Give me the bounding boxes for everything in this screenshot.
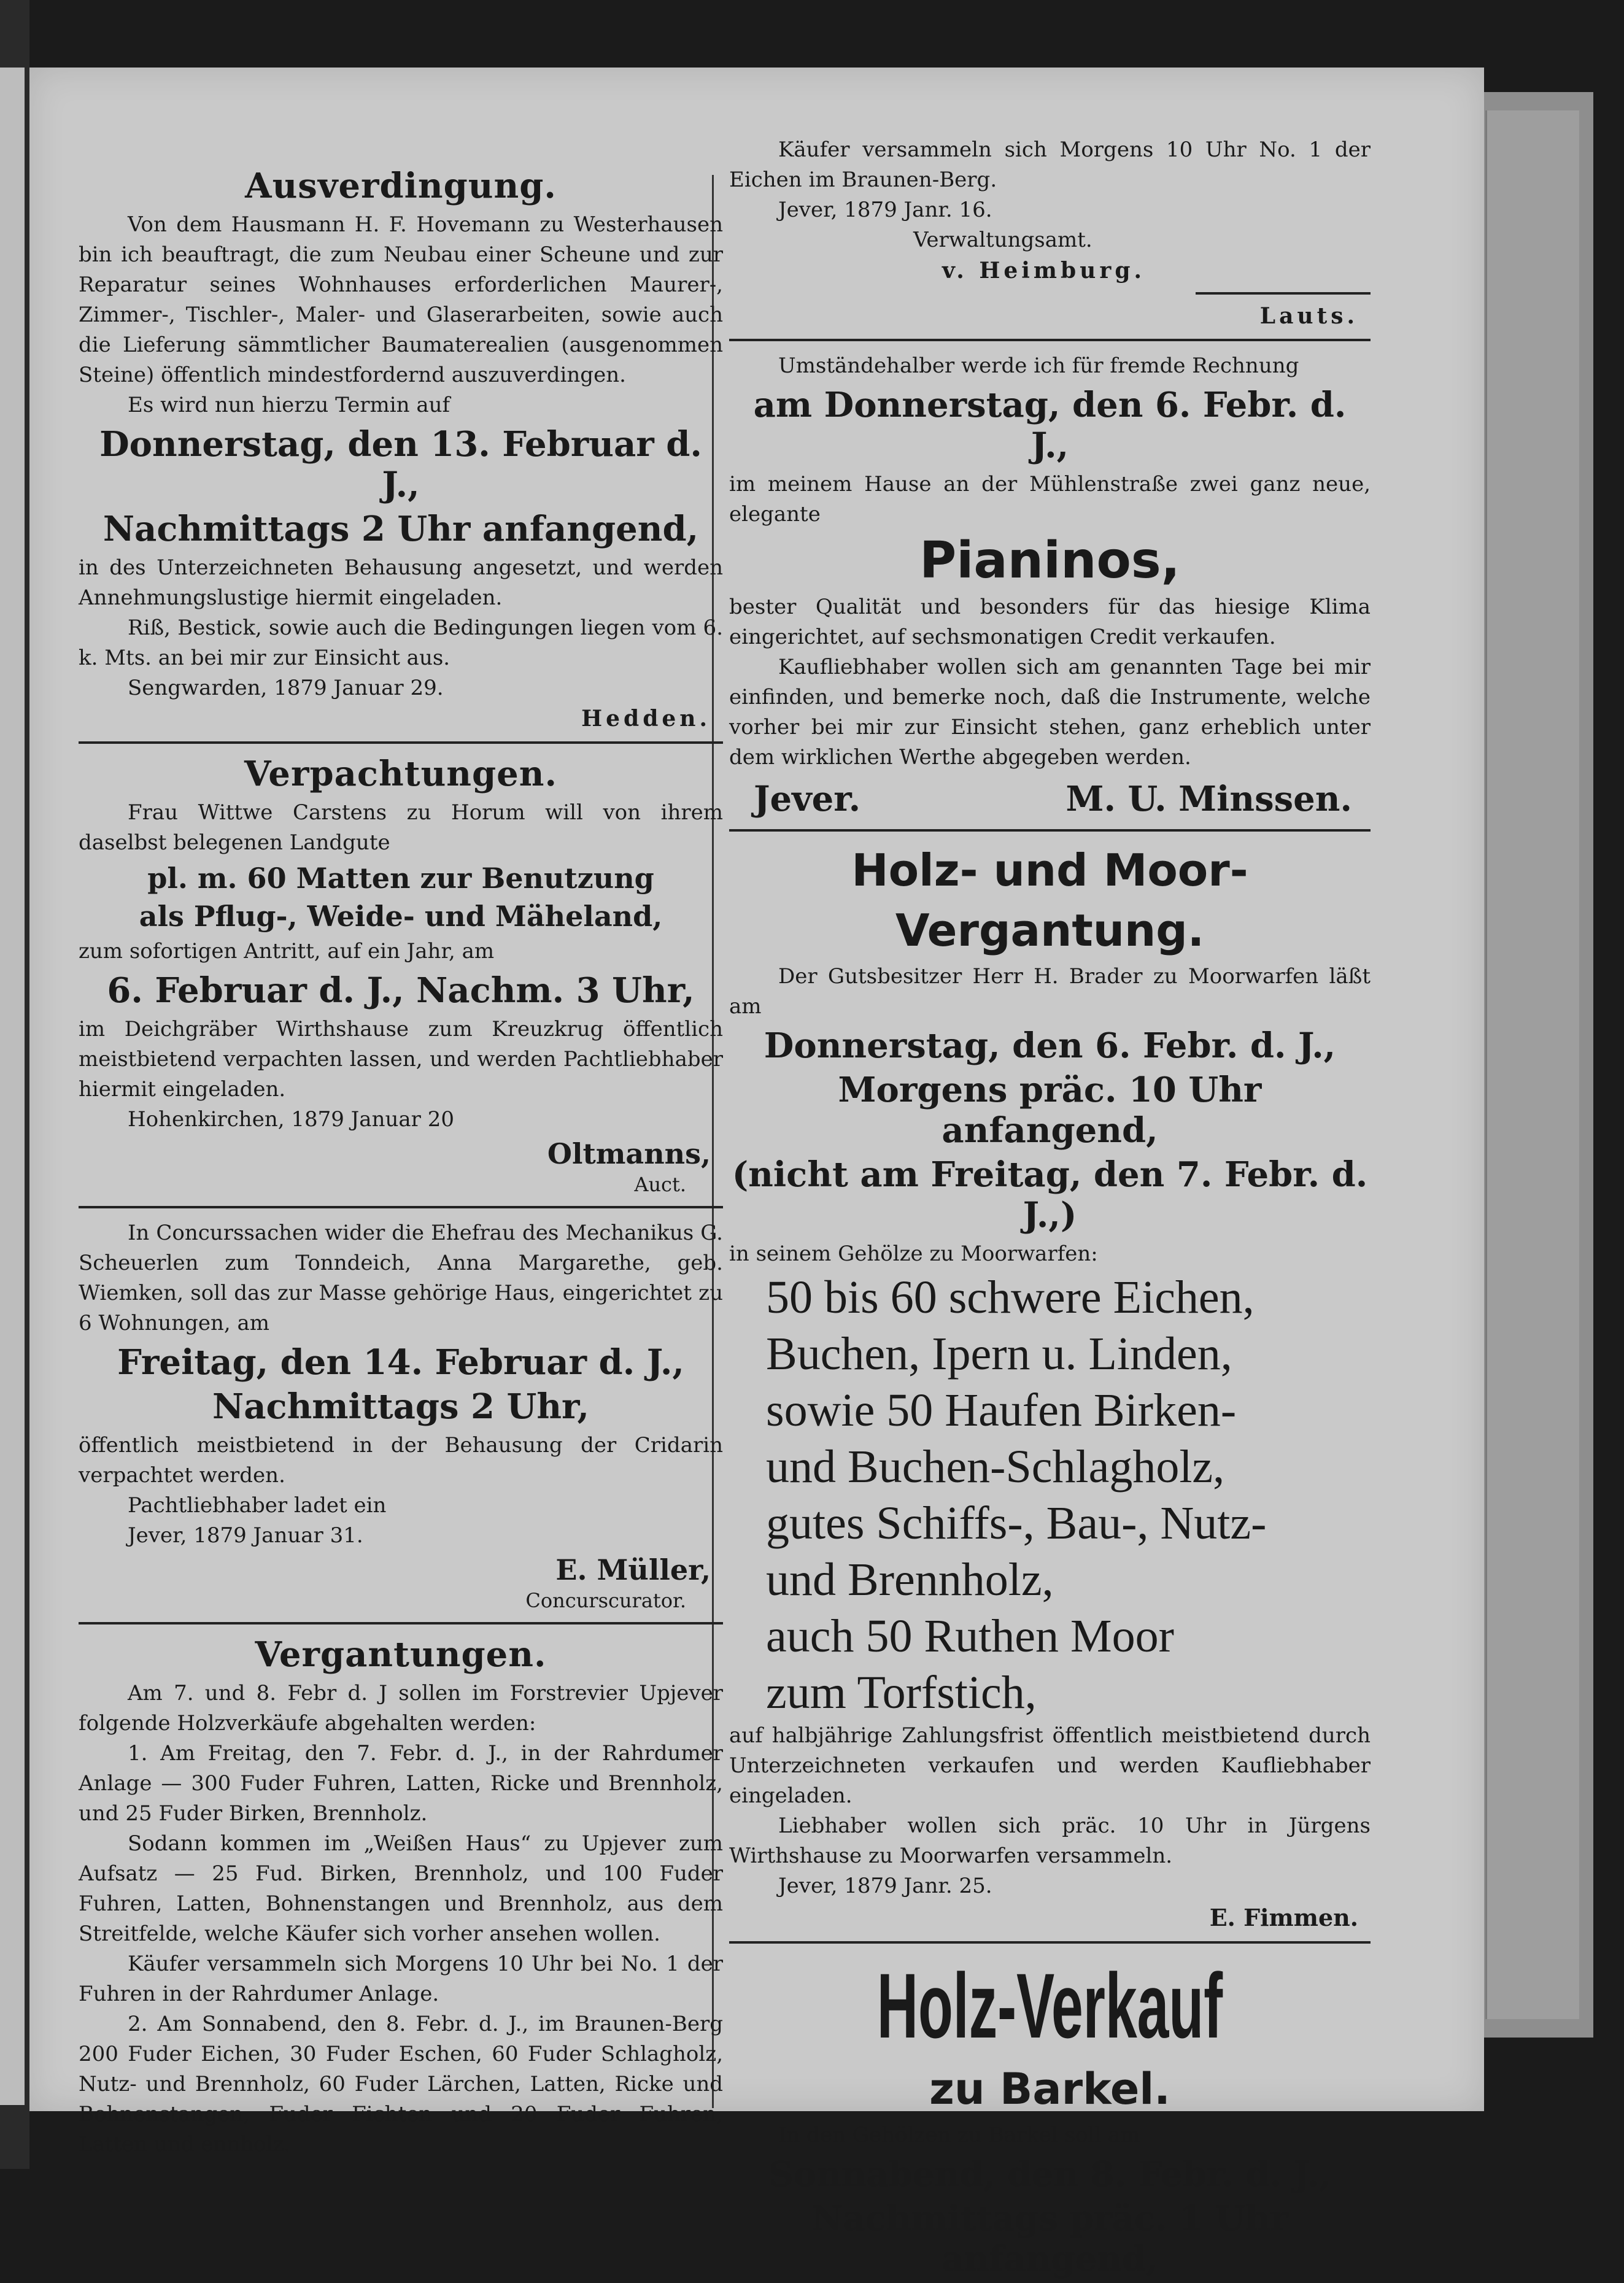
ad-headline: Pianinos, bbox=[919, 531, 1180, 590]
ad-text: Liebhaber wollen sich präc. 10 Uhr in Jürgens Wirthshause zu Moorwarfen versammeln. bbox=[729, 1814, 1371, 1868]
ad-dateline: Sengwarden, 1879 Januar 29. bbox=[128, 676, 444, 700]
ad-text: Am 7. und 8. Febr d. J sollen im Forstrevier Upjever folgende Holzverkäufe abgehalten werden: bbox=[79, 1681, 723, 1736]
ad-separator bbox=[729, 1941, 1371, 1944]
ad-separator bbox=[79, 1622, 723, 1624]
ad-item-line: gutes Schiffs-, Bau-, Nutz- bbox=[766, 1497, 1267, 1549]
ad-date-line: am Donnerstag, den 6. Febr. d. J., bbox=[753, 385, 1347, 466]
ad-headline: Holz-Verkauf bbox=[876, 1954, 1223, 2057]
ad-time-line: Nachmittags 2 Uhr, bbox=[212, 1386, 589, 1427]
ad-ausverdingung bbox=[79, 166, 723, 732]
ad-signature: Oltmanns, bbox=[547, 1137, 711, 1170]
ad-text: Der Gutsbesitzer Herr H. Brader zu Moorwarfen läßt am bbox=[729, 964, 1371, 1019]
ad-text: Kaufliebhaber wollen sich am genannten Tage bei mir einfinden, und bemerke noch, daß die Instrumente, welche vorher bei mir zur Einsicht stehen, ganz erheblich unter dem wirklichen Werthe abgegeben werden. bbox=[729, 655, 1371, 770]
ad-text: In Concurssachen wider die Ehefrau des Mechanikus G. Scheuerlen zum Tonndeich, Anna Margarethe, geb. Wiemken, soll das zur Masse gehörige Haus, eingerichtet zu 6 Wohnungen, am bbox=[79, 1221, 723, 1335]
ad-text: 1. Am Freitag, den 7. Febr. d. J., in der Rahrdumer Anlage — 300 Fuder Fuhren, Latten, Ricke und Brennholz, und 25 Fuder Birken, Brennholz. bbox=[79, 1741, 723, 1826]
ad-date-line: Donnerstag, den 13. Februar d. J., bbox=[99, 424, 702, 505]
ad-text: zum sofortigen Antritt, auf ein Jahr, am bbox=[79, 939, 495, 964]
ad-holz-verkauf bbox=[729, 1953, 1371, 2279]
ad-organization: Verwaltungsamt. bbox=[913, 228, 1092, 252]
ad-concurs bbox=[79, 1218, 723, 1612]
ad-text: Umständehalber werde ich für fremde Rechnung bbox=[778, 353, 1299, 378]
ad-short-rule bbox=[1196, 292, 1371, 295]
ad-text: Von dem Hausmann H. F. Hovemann zu Westerhausen bin ich beauftragt, die zum Neubau einer Scheune und zur Reparatur seines Wohnhauses erforderlichen Maurer-, Zimmer-, Tischler-, Maler- und Glaserarbeiten, sowie auch die Lieferung sämmtlicher Baumaterealien (ausgenommen Steine) öffentlich mindestfordernd auszuverdingen. bbox=[79, 212, 723, 387]
ad-highlight: als Pflug-, Weide- und Mäheland, bbox=[139, 900, 663, 933]
ad-signature-title: Concurscurator. bbox=[525, 1589, 686, 1612]
ad-signature: v. Heimburg. bbox=[942, 258, 1146, 284]
ad-dateline: Jever, 1879 Janr. 16. bbox=[778, 198, 992, 222]
ad-title: Vergantungen. bbox=[255, 1634, 547, 1675]
ad-item-line: sowie 50 Haufen Birken- bbox=[766, 1385, 1237, 1436]
newspaper-page bbox=[29, 68, 1484, 2279]
ad-signature: E. Fimmen. bbox=[1209, 1904, 1358, 1931]
ad-item-line: zum Torfstich, bbox=[766, 1667, 1037, 1718]
ad-title: Verpachtungen. bbox=[244, 754, 557, 794]
ad-note-line: (nicht am Freitag, den 7. Febr. d. J.,) bbox=[732, 1154, 1368, 1235]
ad-text: in des Unterzeichneten Behausung angesetzt, und werden Annehmungslustige hiermit eingeladen. bbox=[79, 555, 723, 610]
left-page-edge bbox=[0, 68, 25, 2105]
ad-item-line: und Brennholz, bbox=[766, 1554, 1054, 1605]
ad-time-line: Nachmittags 2 Uhr anfangend, bbox=[102, 509, 699, 549]
ad-text: auf halbjährige Zahlungsfrist öffentlich meistbietend durch Unterzeichneten verkaufen und werden Kaufliebhaber eingeladen. bbox=[729, 1723, 1371, 1808]
ad-headline: Vergantung. bbox=[895, 905, 1205, 956]
ad-text: Riß, Bestick, sowie auch die Bedingungen liegen vom 6. k. Mts. an bei mir zur Einsicht aus. bbox=[79, 616, 723, 670]
ad-headline: Holz- und Moor- bbox=[851, 844, 1248, 896]
ad-text: 2. Am Sonnabend, den 8. Febr. d. J., im Braunen-Berg 200 Fuder Eichen, 30 Fuder Eschen, 60 Fuder Schlagholz, Nutz- und Brennholz, 60 Fuder Lärchen, Latten, Ricke und Bohnenstangen, Fuder Fichten und 20 Fuder Fuhren, Latten und ennholz. bbox=[79, 2012, 723, 2157]
ad-text: Sodann kommen im „Weißen Haus“ zu Upjever zum Aufsatz — 25 Fud. Birken, Brennholz, und 100 Fuder Fuhren, Latten, Bohnenstangen und Brennholz, aus dem Streitfelde, welche Käufer sich vorher ansehen wollen. bbox=[79, 1831, 723, 1946]
ad-text: Käufer versammeln sich Morgens 10 Uhr bei No. 1 der Fuhren in der Rahrdumer Anlage. bbox=[79, 1952, 723, 2006]
ad-dateline: Hohenkirchen, 1879 Januar 20 bbox=[128, 1107, 454, 1132]
ad-pianinos bbox=[729, 351, 1371, 819]
ad-text: Pachtliebhaber ladet ein bbox=[128, 1493, 387, 1518]
ad-text: im Deichgräber Wirthshause zum Kreuzkrug öffentlich meistbietend verpachten lassen, und werden Pachtliebhaber hiermit eingeladen. bbox=[79, 1017, 723, 1102]
ad-title: Ausverdingung. bbox=[245, 166, 557, 206]
ad-date-line: 6. Februar d. J., Nachm. 3 Uhr, bbox=[107, 970, 695, 1011]
ad-text: Frau Wittwe Carstens zu Horum will von ihrem daselbst belegenen Landgute bbox=[79, 800, 723, 855]
left-column bbox=[79, 160, 723, 2160]
ad-text: In den Gehölzen zu Barkel soll am bbox=[778, 2123, 1140, 2147]
ad-text: in seinem Gehölze zu Moorwarfen: bbox=[729, 1242, 1098, 1266]
ad-separator bbox=[729, 339, 1371, 341]
ad-separator bbox=[79, 741, 723, 744]
ad-date-line: Donnerstag, den 6. Febr. d. J., bbox=[764, 1026, 1336, 1066]
ad-signature-title: Auct. bbox=[634, 1173, 686, 1196]
ad-signature: Hedden. bbox=[581, 706, 711, 732]
ad-time-line: Nachmittags präc. 1 Uhr anfangend, bbox=[811, 2198, 1288, 2279]
ad-continuation bbox=[729, 135, 1371, 329]
ad-holz-moor bbox=[729, 841, 1371, 1931]
right-column bbox=[729, 135, 1371, 2283]
ad-verpachtungen bbox=[79, 754, 723, 1196]
page-stack-edge-inner bbox=[1485, 110, 1579, 2019]
ad-item-line: Buchen, Ipern u. Linden, bbox=[766, 1328, 1232, 1380]
ad-place: Jever. bbox=[754, 779, 861, 819]
ad-separator bbox=[729, 829, 1371, 832]
ad-signature: Lauts. bbox=[1259, 303, 1358, 329]
ad-date-line: Freitag, den 14. Februar d. J., bbox=[117, 1342, 684, 1383]
ad-separator bbox=[79, 1206, 723, 1208]
ad-dateline: Jever, 1879 Januar 31. bbox=[128, 1523, 363, 1548]
ad-text: bester Qualität und besonders für das hiesige Klima eingerichtet, auf sechsmonatigen Credit verkaufen. bbox=[729, 595, 1371, 649]
ad-text: im meinem Hause an der Mühlenstraße zwei ganz neue, elegante bbox=[729, 472, 1371, 527]
ad-dateline: Jever, 1879 Janr. 25. bbox=[778, 1874, 992, 1898]
ad-text: Käufer versammeln sich Morgens 10 Uhr No. 1 der Eichen im Braunen-Berg. bbox=[729, 137, 1371, 192]
ad-text: Es wird nun hierzu Termin auf bbox=[128, 393, 450, 417]
ad-date-line: Sonnabend, den 8. Febr. d. J., bbox=[768, 2154, 1331, 2195]
ad-signature: M. U. Minssen. bbox=[1065, 779, 1352, 819]
ad-item-line: auch 50 Ruthen Moor bbox=[766, 1610, 1174, 1662]
ad-item-line: 50 bis 60 schwere Eichen, bbox=[766, 1272, 1255, 1323]
ad-subheadline: zu Barkel. bbox=[929, 2064, 1170, 2114]
ad-text: öffentlich meistbietend in der Behausung der Cridarin verpachtet werden. bbox=[79, 1433, 723, 1488]
ad-footer bbox=[754, 779, 1352, 819]
ad-item-line: und Buchen-Schlagholz, bbox=[766, 1441, 1225, 1493]
ad-highlight: pl. m. 60 Matten zur Benutzung bbox=[147, 862, 654, 895]
ad-vergantungen bbox=[79, 1634, 723, 2160]
ad-time-line: Morgens präc. 10 Uhr anfangend, bbox=[838, 1070, 1262, 1151]
ad-signature: E. Müller, bbox=[555, 1553, 711, 1586]
